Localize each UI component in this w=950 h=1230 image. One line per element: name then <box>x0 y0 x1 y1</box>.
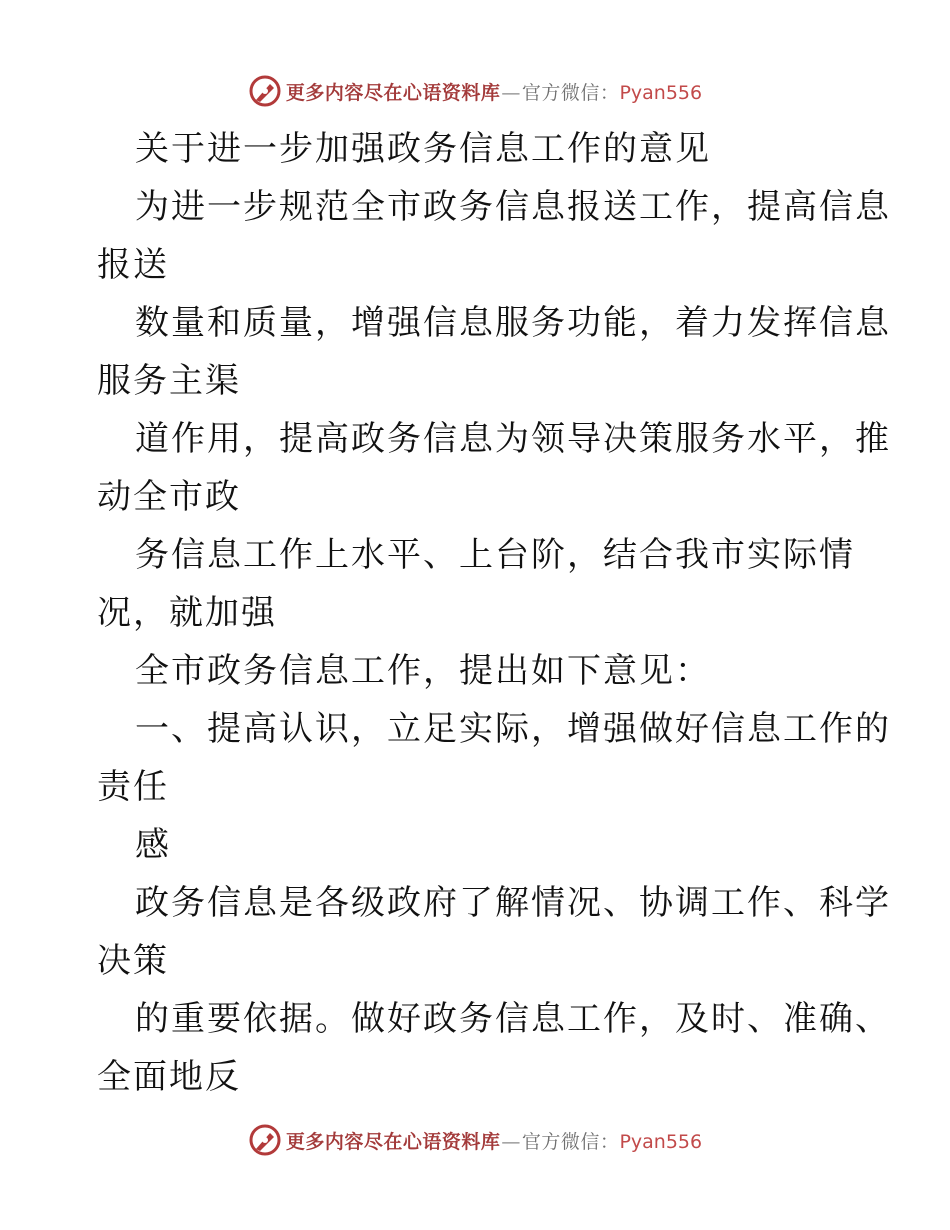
footer-wechat-label: 官方微信： <box>521 1130 620 1153</box>
paragraph-line: 况，就加强 <box>97 593 277 633</box>
header-wechat-label: 官方微信： <box>521 81 620 104</box>
section-heading-line: 一、提高认识，立足实际，增强做好信息工作的 <box>135 709 891 749</box>
document-title: 关于进一步加强政务信息工作的意见 <box>135 129 711 169</box>
paragraph-line: 全面地反 <box>97 1057 241 1097</box>
section-heading-line: 责任 <box>97 767 169 807</box>
footer-lead-text: 更多内容尽在心语资料库 <box>285 1130 501 1153</box>
paragraph-line: 数量和质量，增强信息服务功能，着力发挥信息 <box>135 303 891 343</box>
header-dash: — <box>501 81 521 104</box>
header-lead-text: 更多内容尽在心语资料库 <box>285 81 501 104</box>
document-body <box>97 120 891 1106</box>
paragraph-line: 的重要依据。做好政务信息工作，及时、准确、 <box>135 999 891 1039</box>
section-heading-line: 感 <box>135 825 171 865</box>
paragraph-line: 为进一步规范全市政务信息报送工作，提高信息 <box>135 187 891 227</box>
paragraph-line: 决策 <box>97 941 169 981</box>
pen-logo-icon <box>248 74 282 108</box>
pen-logo-icon <box>248 1123 282 1157</box>
paragraph-line: 政务信息是各级政府了解情况、协调工作、科学 <box>135 883 891 923</box>
paragraph-line: 全市政务信息工作，提出如下意见： <box>135 651 711 691</box>
paragraph-line: 动全市政 <box>97 477 241 517</box>
footer-banner <box>0 1120 950 1160</box>
footer-wechat-id: Pyan556 <box>619 1130 703 1153</box>
footer-dash: — <box>501 1130 521 1153</box>
header-wechat-id: Pyan556 <box>619 81 703 104</box>
paragraph-line: 道作用，提高政务信息为领导决策服务水平，推 <box>135 419 891 459</box>
paragraph-line: 务信息工作上水平、上台阶，结合我市实际情 <box>135 535 855 575</box>
paragraph-line: 报送 <box>97 245 169 285</box>
header-banner <box>0 71 950 111</box>
paragraph-line: 服务主渠 <box>97 361 241 401</box>
